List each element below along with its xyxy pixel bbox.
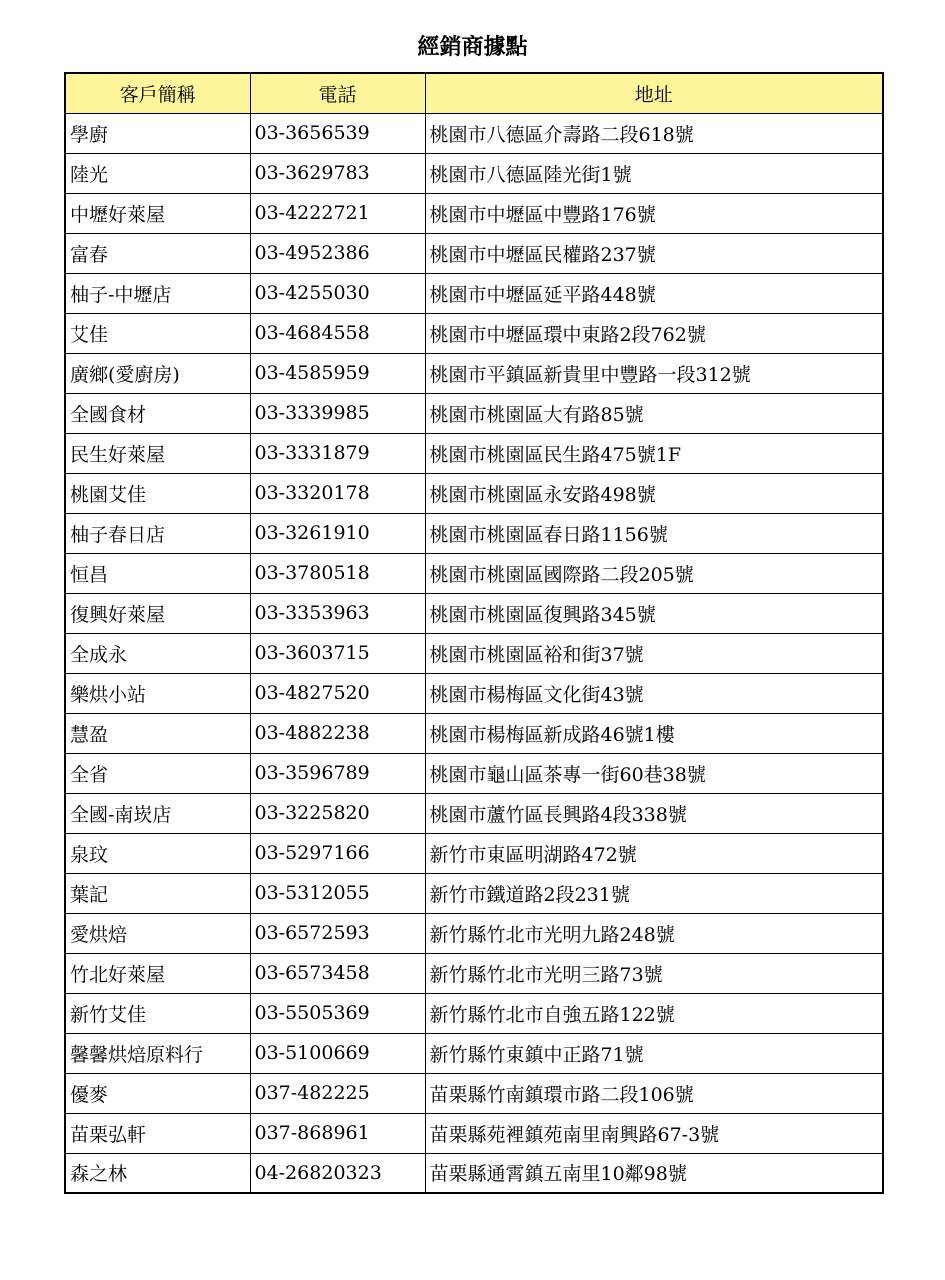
cell-address: 桃園市桃園區春日路1156號 — [425, 513, 883, 553]
cell-name: 泉玟 — [65, 833, 250, 873]
cell-phone: 03-3331879 — [250, 433, 425, 473]
cell-address: 桃園市桃園區裕和街37號 — [425, 633, 883, 673]
cell-name: 柚子-中壢店 — [65, 273, 250, 313]
table-row — [65, 1033, 883, 1073]
cell-address: 桃園市桃園區大有路85號 — [425, 393, 883, 433]
table-row — [65, 593, 883, 633]
cell-phone: 037-482225 — [250, 1073, 425, 1113]
column-header-phone: 電話 — [250, 73, 425, 113]
cell-address: 桃園市中壢區中豐路176號 — [425, 193, 883, 233]
cell-address: 桃園市桃園區復興路345號 — [425, 593, 883, 633]
cell-phone: 03-4882238 — [250, 713, 425, 753]
cell-address: 桃園市八德區陸光街1號 — [425, 153, 883, 193]
cell-phone: 03-4952386 — [250, 233, 425, 273]
cell-name: 柚子春日店 — [65, 513, 250, 553]
cell-address: 桃園市桃園區國際路二段205號 — [425, 553, 883, 593]
cell-name: 富春 — [65, 233, 250, 273]
table-row — [65, 953, 883, 993]
table-row — [65, 273, 883, 313]
cell-phone: 03-3225820 — [250, 793, 425, 833]
cell-name: 全成永 — [65, 633, 250, 673]
cell-name: 優麥 — [65, 1073, 250, 1113]
cell-address: 桃園市蘆竹區長興路4段338號 — [425, 793, 883, 833]
table-row — [65, 713, 883, 753]
column-header-name: 客戶簡稱 — [65, 73, 250, 113]
cell-phone: 03-3339985 — [250, 393, 425, 433]
cell-phone: 03-5312055 — [250, 873, 425, 913]
cell-name: 陸光 — [65, 153, 250, 193]
cell-phone: 03-3261910 — [250, 513, 425, 553]
cell-name: 廣鄉(愛廚房) — [65, 353, 250, 393]
table-header-row — [65, 73, 883, 113]
cell-name: 全國-南崁店 — [65, 793, 250, 833]
column-header-address: 地址 — [425, 73, 883, 113]
cell-address: 新竹縣竹東鎮中正路71號 — [425, 1033, 883, 1073]
table-row — [65, 1113, 883, 1153]
cell-name: 復興好萊屋 — [65, 593, 250, 633]
cell-address: 新竹縣竹北市自強五路122號 — [425, 993, 883, 1033]
cell-name: 馨馨烘焙原料行 — [65, 1033, 250, 1073]
cell-name: 中壢好萊屋 — [65, 193, 250, 233]
cell-address: 苗栗縣苑裡鎮苑南里南興路67-3號 — [425, 1113, 883, 1153]
table-row — [65, 513, 883, 553]
cell-address: 桃園市龜山區茶專一街60巷38號 — [425, 753, 883, 793]
cell-phone: 037-868961 — [250, 1113, 425, 1153]
cell-address: 苗栗縣竹南鎮環市路二段106號 — [425, 1073, 883, 1113]
cell-phone: 03-6573458 — [250, 953, 425, 993]
page-title: 經銷商據點 — [417, 35, 528, 60]
cell-phone: 04-26820323 — [250, 1153, 425, 1193]
cell-phone: 03-3629783 — [250, 153, 425, 193]
cell-address: 苗栗縣通霄鎮五南里10鄰98號 — [425, 1153, 883, 1193]
table-row — [65, 833, 883, 873]
cell-address: 桃園市桃園區民生路475號1F — [425, 433, 883, 473]
cell-phone: 03-3656539 — [250, 113, 425, 153]
table-row — [65, 633, 883, 673]
cell-name: 桃園艾佳 — [65, 473, 250, 513]
cell-name: 竹北好萊屋 — [65, 953, 250, 993]
cell-name: 全省 — [65, 753, 250, 793]
cell-name: 全國食材 — [65, 393, 250, 433]
cell-name: 樂烘小站 — [65, 673, 250, 713]
table-row — [65, 393, 883, 433]
table-row — [65, 673, 883, 713]
table-row — [65, 313, 883, 353]
cell-phone: 03-5505369 — [250, 993, 425, 1033]
cell-phone: 03-4222721 — [250, 193, 425, 233]
cell-address: 桃園市中壢區延平路448號 — [425, 273, 883, 313]
cell-phone: 03-3353963 — [250, 593, 425, 633]
cell-address: 桃園市楊梅區新成路46號1樓 — [425, 713, 883, 753]
cell-phone: 03-3320178 — [250, 473, 425, 513]
table-body — [65, 113, 883, 1193]
cell-name: 新竹艾佳 — [65, 993, 250, 1033]
table-row — [65, 793, 883, 833]
cell-address: 新竹市鐵道路2段231號 — [425, 873, 883, 913]
cell-phone: 03-5297166 — [250, 833, 425, 873]
cell-name: 苗栗弘軒 — [65, 1113, 250, 1153]
dealer-table — [64, 72, 884, 1194]
cell-name: 學廚 — [65, 113, 250, 153]
table-row — [65, 1073, 883, 1113]
table-row — [65, 913, 883, 953]
table-row — [65, 113, 883, 153]
cell-address: 新竹市東區明湖路472號 — [425, 833, 883, 873]
cell-address: 桃園市八德區介壽路二段618號 — [425, 113, 883, 153]
cell-name: 艾佳 — [65, 313, 250, 353]
cell-phone: 03-5100669 — [250, 1033, 425, 1073]
table-row — [65, 553, 883, 593]
table-row — [65, 993, 883, 1033]
cell-phone: 03-6572593 — [250, 913, 425, 953]
table-row — [65, 473, 883, 513]
table-row — [65, 233, 883, 273]
cell-name: 民生好萊屋 — [65, 433, 250, 473]
cell-phone: 03-4684558 — [250, 313, 425, 353]
cell-phone: 03-4585959 — [250, 353, 425, 393]
table-row — [65, 433, 883, 473]
cell-address: 新竹縣竹北市光明九路248號 — [425, 913, 883, 953]
cell-phone: 03-3780518 — [250, 553, 425, 593]
cell-phone: 03-4255030 — [250, 273, 425, 313]
cell-address: 新竹縣竹北市光明三路73號 — [425, 953, 883, 993]
cell-address: 桃園市平鎮區新貴里中豐路一段312號 — [425, 353, 883, 393]
table-row — [65, 1153, 883, 1193]
cell-phone: 03-3596789 — [250, 753, 425, 793]
table-row — [65, 193, 883, 233]
cell-name: 恒昌 — [65, 553, 250, 593]
cell-name: 慧盈 — [65, 713, 250, 753]
cell-address: 桃園市楊梅區文化街43號 — [425, 673, 883, 713]
cell-name: 愛烘焙 — [65, 913, 250, 953]
cell-name: 森之林 — [65, 1153, 250, 1193]
cell-address: 桃園市中壢區民權路237號 — [425, 233, 883, 273]
table-row — [65, 873, 883, 913]
table-row — [65, 153, 883, 193]
cell-phone: 03-3603715 — [250, 633, 425, 673]
table-row — [65, 753, 883, 793]
cell-address: 桃園市中壢區環中東路2段762號 — [425, 313, 883, 353]
table-row — [65, 353, 883, 393]
cell-name: 葉記 — [65, 873, 250, 913]
cell-phone: 03-4827520 — [250, 673, 425, 713]
cell-address: 桃園市桃園區永安路498號 — [425, 473, 883, 513]
